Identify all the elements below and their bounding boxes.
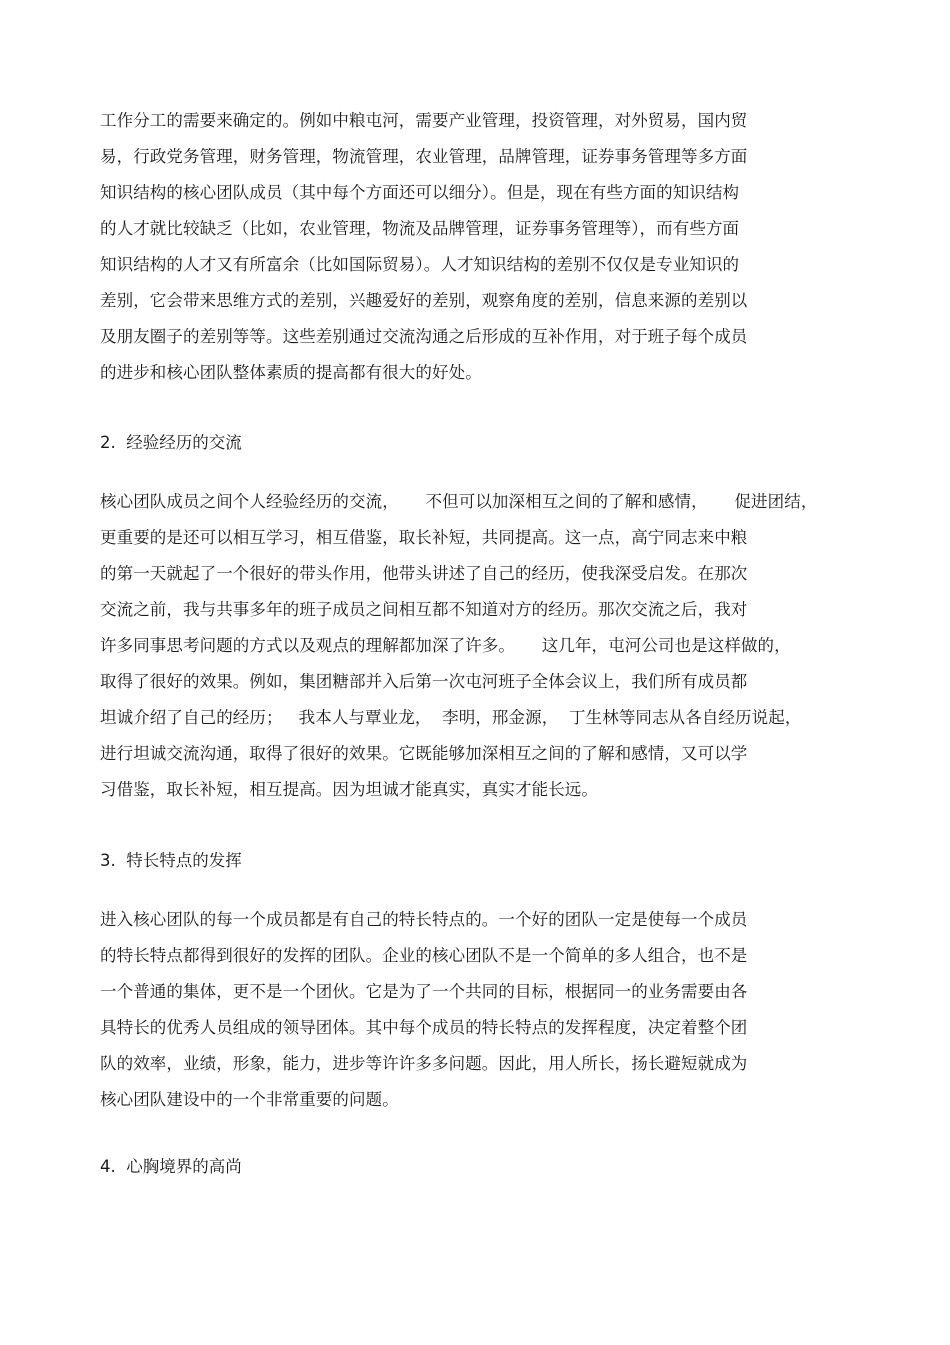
text-line: 知识结构的人才又有所富余（比如国际贸易）。人才知识结构的差别不仅仅是专业知识的	[100, 255, 740, 274]
text-line: 交流之前，我与共事多年的班子成员之间相互都不知道对方的经历。那次交流之后，我对	[100, 600, 748, 619]
text-line: 队的效率，业绩，形象，能力，进步等许许多多问题。因此，用人所长，扬长避短就成为	[100, 1054, 748, 1073]
text-line: 一个普通的集体，更不是一个团伙。它是为了一个共同的目标，根据同一的业务需要由各	[100, 982, 748, 1001]
text-line: 的进步和核心团队整体素质的提高都有很大的好处。	[100, 363, 482, 382]
text-line: 更重要的是还可以相互学习，相互借鉴，取长补短，共同提高。这一点，高宁同志来中粮	[100, 528, 748, 547]
section-heading-mindset: 4. 心胸境界的高尚	[100, 1157, 242, 1176]
text-line: 核心团队建设中的一个非常重要的问题。	[100, 1090, 399, 1109]
text-line: 习借鉴，取长补短，相互提高。因为坦诚才能真实，真实才能长远。	[100, 780, 598, 799]
section-heading-experience: 2. 经验经历的交流	[100, 433, 242, 452]
text-line: 许多同事思考问题的方式以及观点的理解都加深了许多。 这几年，屯河公司也是这样做的，	[100, 636, 791, 655]
text-line: 具特长的优秀人员组成的领导团体。其中每个成员的特长特点的发挥程度，决定着整个团	[100, 1018, 748, 1037]
text-line: 的第一天就起了一个很好的带头作用，他带头讲述了自己的经历，使我深受启发。在那次	[100, 564, 748, 583]
text-line: 取得了很好的效果。例如，集团糖部并入后第一次屯河班子全体会议上，我们所有成员都	[100, 672, 748, 691]
text-line: 进行坦诚交流沟通，取得了很好的效果。它既能够加深相互之间的了解和感情，又可以学	[100, 744, 748, 763]
text-line: 核心团队成员之间个人经验经历的交流， 不但可以加深相互之间的了解和感情， 促进团结，	[100, 492, 818, 511]
text-line: 的人才就比较缺乏（比如，农业管理，物流及品牌管理，证券事务管理等），而有些方面	[100, 219, 740, 238]
text-line: 易，行政党务管理，财务管理，物流管理，农业管理，品牌管理，证券事务管理等多方面	[100, 147, 748, 166]
paragraph-knowledge-structure	[100, 103, 860, 391]
text-line: 及朋友圈子的差别等等。这些差别通过交流沟通之后形成的互补作用，对于班子每个成员	[100, 327, 748, 346]
paragraph-strengths	[100, 902, 860, 1118]
text-line: 工作分工的需要来确定的。例如中粮屯河，需要产业管理，投资管理，对外贸易，国内贸	[100, 111, 748, 130]
text-line: 进入核心团队的每一个成员都是有自己的特长特点的。一个好的团队一定是使每一个成员	[100, 910, 748, 929]
paragraph-experience-exchange	[100, 484, 860, 808]
text-line: 坦诚介绍了自己的经历； 我本人与覃业龙， 李明，邢金源， 丁生林等同志从各自经历说起，	[100, 708, 802, 727]
section-heading-strengths: 3. 特长特点的发挥	[100, 851, 242, 870]
text-line: 差别，它会带来思维方式的差别，兴趣爱好的差别，观察角度的差别，信息来源的差别以	[100, 291, 748, 310]
text-line: 知识结构的核心团队成员（其中每个方面还可以细分）。但是，现在有些方面的知识结构	[100, 183, 740, 202]
text-line: 的特长特点都得到很好的发挥的团队。企业的核心团队不是一个简单的多人组合，也不是	[100, 946, 748, 965]
